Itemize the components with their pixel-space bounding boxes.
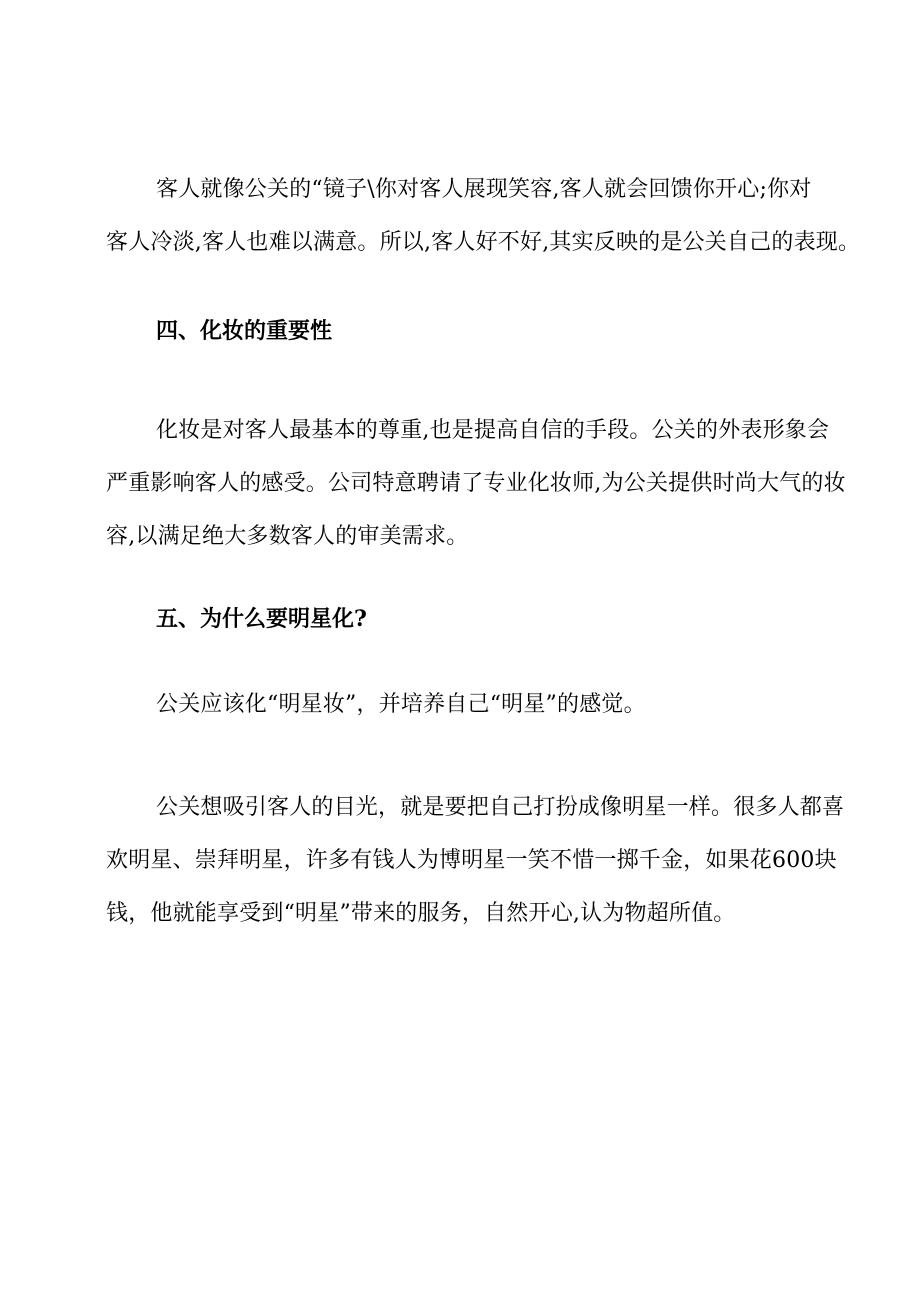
paragraph-line: 严重影响客人的感受。公司特意聘请了专业化妆师,为公关提供时尚大气的妆: [106, 471, 846, 496]
section-heading-makeup: 四、化妆的重要性: [156, 318, 333, 344]
paragraph-line: 化妆是对客人最基本的尊重,也是提高自信的手段。公关的外表形象会: [156, 418, 830, 443]
paragraph-star-makeup: [106, 690, 832, 720]
paragraph-mirror: [106, 163, 861, 269]
paragraph-line: 客人就像公关的“镜子\你对客人展现笑容,客人就会回馈你开心;你对: [156, 177, 812, 202]
paragraph-line: 公关想吸引客人的目光，就是要把自己打扮成像明星一样。很多人都喜: [156, 795, 845, 820]
section-heading-star: 五、为什么要明星化?: [156, 606, 367, 632]
paragraph-line: 客人冷淡,客人也难以满意。所以,客人好不好,其实反映的是公关自己的表现。: [106, 230, 861, 255]
paragraph-makeup: [106, 404, 846, 563]
paragraph-line: 钱，他就能享受到“明星”带来的服务，自然开心,认为物超所值。: [106, 901, 736, 926]
paragraph-line: 公关应该化“明星妆”，并培养自己“明星”的感觉。: [156, 692, 646, 717]
paragraph-line: 欢明星、崇拜明星，许多有钱人为博明星一笑不惜一掷千金，如果花600块: [106, 848, 837, 873]
paragraph-line: 容,以满足绝大多数客人的审美需求。: [106, 524, 469, 549]
paragraph-star-attract: [106, 781, 845, 940]
